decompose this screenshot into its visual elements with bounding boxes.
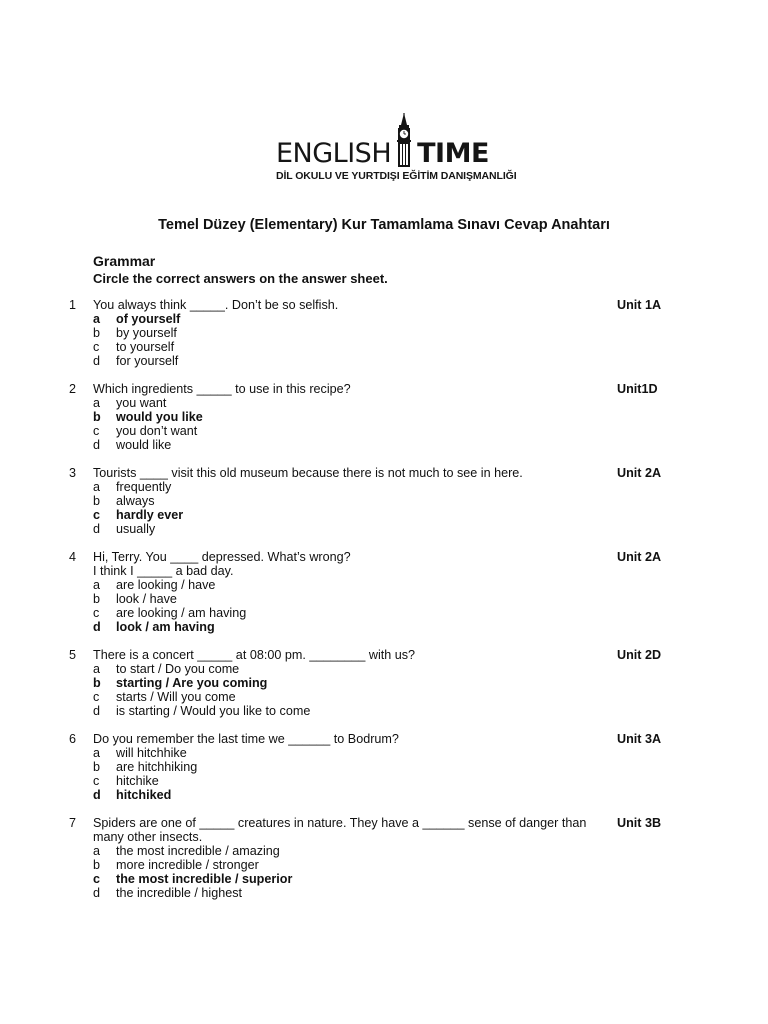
- question-number: 2: [69, 382, 77, 396]
- option-text: hardly ever: [116, 508, 184, 522]
- answer-option: [93, 438, 768, 452]
- option-text: would like: [116, 438, 172, 452]
- answer-option: [93, 522, 768, 536]
- answer-option-correct: [93, 410, 768, 424]
- option-letter: d: [93, 522, 101, 536]
- option-text: starts / Will you come: [116, 690, 236, 704]
- option-text: will hitchhike: [116, 746, 187, 760]
- option-text: to yourself: [116, 340, 175, 354]
- answer-option: [93, 704, 768, 718]
- answer-option: [93, 662, 768, 676]
- option-text: you want: [116, 396, 167, 410]
- option-text: are looking / am having: [116, 606, 247, 620]
- option-text: the most incredible / superior: [116, 872, 293, 886]
- option-text: are hitchhiking: [116, 760, 198, 774]
- option-text: more incredible / stronger: [116, 858, 259, 872]
- option-text: starting / Are you coming: [116, 676, 268, 690]
- option-text: hitchike: [116, 774, 159, 788]
- answer-option: [93, 326, 768, 340]
- answer-option: [93, 858, 768, 872]
- answer-option: [93, 760, 768, 774]
- answer-option: [93, 578, 768, 592]
- option-letter: c: [93, 872, 101, 886]
- answer-option-correct: [93, 676, 768, 690]
- answer-option: [93, 494, 768, 508]
- option-text: frequently: [116, 480, 172, 494]
- answer-option-correct: [93, 620, 768, 634]
- question-item: [0, 466, 768, 536]
- option-text: of yourself: [116, 312, 181, 326]
- option-letter: c: [93, 508, 101, 522]
- option-letter: a: [93, 746, 101, 760]
- option-letter: d: [93, 438, 101, 452]
- question-unit: Unit 3B: [617, 816, 662, 830]
- answer-option: [93, 424, 768, 438]
- question-item: [0, 298, 768, 368]
- question-unit: Unit 2A: [617, 466, 662, 480]
- question-item: [0, 648, 768, 718]
- question-unit: Unit 2A: [617, 550, 662, 564]
- option-letter: c: [93, 340, 100, 354]
- question-unit: Unit 3A: [617, 732, 662, 746]
- option-letter: c: [93, 606, 100, 620]
- logo-tagline: DİL OKULU VE YURTDIŞI EĞİTİM DANIŞMANLIĞI: [276, 170, 517, 182]
- question-list: [0, 298, 768, 914]
- answer-option: [93, 774, 768, 788]
- answer-option: [93, 606, 768, 620]
- option-letter: d: [93, 354, 101, 368]
- option-text: for yourself: [116, 354, 179, 368]
- option-letter: a: [93, 312, 101, 326]
- option-text: are looking / have: [116, 578, 216, 592]
- question-text: Hi, Terry. You ____ depressed. What’s wrong? I think I _____ a bad day.: [93, 550, 351, 578]
- answer-option: [93, 886, 768, 900]
- option-text: you don’t want: [116, 424, 198, 438]
- answer-option: [93, 396, 768, 410]
- question-number: 3: [69, 466, 77, 480]
- question-text: You always think _____. Don’t be so selfish.: [93, 298, 339, 312]
- answer-option-correct: [93, 312, 768, 326]
- answer-option-correct: [93, 872, 768, 886]
- option-letter: c: [93, 774, 100, 788]
- question-text: Which ingredients _____ to use in this recipe?: [93, 382, 351, 396]
- option-letter: b: [93, 494, 101, 508]
- option-letter: b: [93, 326, 101, 340]
- option-letter: d: [93, 886, 101, 900]
- option-text: the incredible / highest: [116, 886, 243, 900]
- section-instruction: Circle the correct answers on the answer sheet.: [93, 271, 388, 286]
- answer-option-correct: [93, 788, 768, 802]
- document-title: Temel Düzey (Elementary) Kur Tamamlama Sınavı Cevap Anahtarı: [158, 217, 610, 233]
- option-letter: c: [93, 690, 100, 704]
- answer-option: [93, 690, 768, 704]
- option-letter: a: [93, 480, 101, 494]
- brand-logo: [276, 113, 517, 185]
- question-item: [0, 550, 768, 634]
- option-letter: d: [93, 704, 101, 718]
- question-item: [0, 732, 768, 802]
- answer-option: [93, 354, 768, 368]
- logo-wordmark: [276, 113, 496, 167]
- option-letter: d: [93, 620, 101, 634]
- option-text: would you like: [116, 410, 203, 424]
- question-text: Do you remember the last time we ______ to Bodrum?: [93, 732, 399, 746]
- option-text: by yourself: [116, 326, 177, 340]
- answer-option: [93, 592, 768, 606]
- question-number: 1: [69, 298, 77, 312]
- answer-option: [93, 340, 768, 354]
- option-text: look / am having: [116, 620, 215, 634]
- option-text: to start / Do you come: [116, 662, 240, 676]
- option-letter: b: [93, 676, 101, 690]
- question-unit: Unit 1A: [617, 298, 662, 312]
- question-number: 5: [69, 648, 77, 662]
- question-item: [0, 382, 768, 452]
- answer-option-correct: [93, 508, 768, 522]
- question-unit: Unit 2D: [617, 648, 662, 662]
- option-letter: b: [93, 858, 101, 872]
- option-letter: c: [93, 424, 100, 438]
- logo-word-english: ENGLISH: [276, 138, 392, 169]
- answer-option: [93, 480, 768, 494]
- clock-tower-icon: [393, 113, 415, 167]
- option-letter: b: [93, 410, 101, 424]
- option-letter: a: [93, 844, 101, 858]
- question-item: [0, 816, 768, 900]
- question-number: 4: [69, 550, 77, 564]
- option-letter: a: [93, 578, 101, 592]
- question-number: 7: [69, 816, 77, 830]
- option-text: usually: [116, 522, 156, 536]
- option-text: hitchiked: [116, 788, 172, 802]
- answer-option: [93, 844, 768, 858]
- option-letter: b: [93, 760, 101, 774]
- question-number: 6: [69, 732, 77, 746]
- option-text: is starting / Would you like to come: [116, 704, 311, 718]
- option-text: the most incredible / amazing: [116, 844, 280, 858]
- logo-word-time: TIME: [417, 138, 489, 169]
- option-letter: a: [93, 396, 101, 410]
- section-heading: Grammar: [93, 253, 156, 269]
- question-text: Spiders are one of _____ creatures in nature. They have a ______ sense of danger than many other insects.: [93, 816, 587, 844]
- option-letter: b: [93, 592, 101, 606]
- option-letter: d: [93, 788, 101, 802]
- question-text: Tourists ____ visit this old museum because there is not much to see in here.: [93, 466, 523, 480]
- option-text: look / have: [116, 592, 177, 606]
- question-text: There is a concert _____ at 08:00 pm. ________ with us?: [93, 648, 416, 662]
- answer-option: [93, 746, 768, 760]
- option-text: always: [116, 494, 155, 508]
- option-letter: a: [93, 662, 101, 676]
- question-unit: Unit1D: [617, 382, 658, 396]
